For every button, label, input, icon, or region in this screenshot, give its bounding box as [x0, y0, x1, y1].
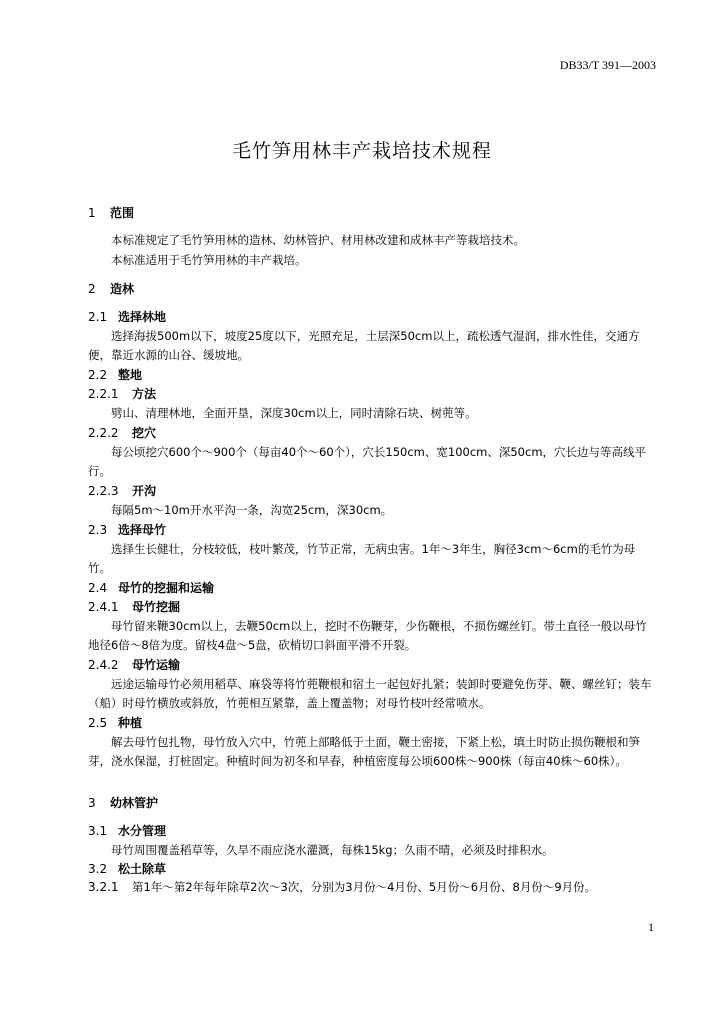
section-number: 3.2: [88, 862, 108, 876]
section-number: 2.2.3: [88, 484, 119, 498]
document-title: 毛竹笋用林丰产栽培技术规程: [231, 140, 492, 162]
section-heading: [88, 281, 656, 297]
section-title: 母竹的挖掘和运输: [118, 581, 215, 595]
section-heading: [88, 599, 656, 615]
section-title: 整地: [118, 368, 143, 382]
paragraph: 本标准适用于毛竹笋用林的丰产栽培。: [111, 253, 307, 267]
section-heading: [88, 367, 656, 383]
paragraph: 每隔5m～10m开水平沟一条，沟宽25cm，深30cm。: [111, 503, 393, 517]
section-number: 2.5: [88, 716, 108, 730]
section-number: 2.4: [88, 581, 108, 595]
page-number: 1: [648, 920, 654, 934]
section-heading: [88, 879, 656, 895]
section-title: 种植: [118, 716, 143, 730]
paragraph: 远途运输母竹必须用稻草、麻袋等将竹蔸鞭根和宿土一起包好扎紧；装卸时要避免伤芽、鞭、螺丝钉；装车（船）时母竹横放或斜放，竹蔸相互紧靠，盖上覆盖物；对母竹枝叶经常喷水。: [88, 677, 652, 710]
section-title: 挖穴: [132, 426, 157, 440]
section-number: 2.1: [88, 310, 108, 324]
section-heading: [88, 522, 656, 538]
section-heading: [88, 309, 656, 325]
section-heading: [88, 657, 656, 673]
section-title: 母竹挖掘: [132, 600, 181, 614]
paragraph: 母竹周围覆盖稻草等，久旱不雨应浇水灌溉，每株15kg；久雨不晴，必须及时排积水。: [111, 843, 554, 857]
section-number: 2.2: [88, 368, 108, 382]
paragraph: 解去母竹包扎物，母竹放入穴中，竹蔸上部略低于土面，鞭土密接，下紧上松，填土时防止损伤鞭根和笋芽，浇水保湿，打桩固定。种植时间为初冬和早春，种植密度每公顷600株～900株（每亩40株～60株）。: [88, 735, 640, 768]
section-heading: [88, 425, 656, 441]
section-heading: [88, 795, 656, 811]
section-number: 3.1: [88, 824, 108, 838]
section-title: 选择母竹: [118, 523, 167, 537]
section-heading: [88, 386, 656, 402]
section-title: 幼林管护: [110, 796, 159, 810]
section-number: 2.4.2: [88, 658, 119, 672]
section-number: 2: [88, 282, 96, 296]
section-title: 选择林地: [118, 310, 167, 324]
section-title: 水分管理: [118, 824, 167, 838]
section-heading: [88, 580, 656, 596]
section-title: 松土除草: [118, 862, 167, 876]
section-heading: [88, 483, 656, 499]
section-title: 开沟: [132, 484, 157, 498]
section-title: 母竹运输: [132, 658, 181, 672]
section-title: 造林: [110, 282, 135, 296]
paragraph: 第1年～第2年每年除草2次～3次，分别为3月份～4月份、5月份～6月份、8月份～9月份。: [132, 880, 597, 894]
section-number: 1: [88, 206, 96, 220]
standard-code: DB33/T 391—2003: [559, 58, 656, 72]
section-number: 2.2.2: [88, 426, 119, 440]
section-heading: [88, 205, 656, 221]
section-heading: [88, 823, 656, 839]
section-title: 范围: [110, 206, 135, 220]
section-number: 2.4.1: [88, 600, 119, 614]
section-number: 2.3: [88, 523, 108, 537]
section-title: 方法: [132, 387, 157, 401]
section-heading: [88, 715, 656, 731]
paragraph: 每公顷挖穴600个～900个（每亩40个～60个），穴长150cm、宽100cm、深50cm，穴长边与等高线平行。: [88, 445, 647, 478]
paragraph: 本标准规定了毛竹笋用林的造林、幼林管护、材用林改建和成林丰产等栽培技术。: [111, 233, 525, 247]
section-number: 3.2.1: [88, 880, 119, 894]
paragraph: 劈山、清理林地，全面开垦，深度30cm以上，同时清除石块、树蔸等。: [111, 406, 477, 420]
paragraph: 母竹留来鞭30cm以上，去鞭50cm以上，挖时不伤鞭芽，少伤鞭根，不损伤螺丝钉。带土直径一般以母竹地径6倍～8倍为度。留枝4盘～5盘，砍梢切口斜面平滑不开裂。: [88, 619, 647, 652]
paragraph: 选择生长健壮，分枝较低，枝叶繁茂，竹节正常，无病虫害。1年～3年生，胸径3cm～6cm的毛竹为母竹。: [88, 542, 636, 575]
section-number: 3: [88, 796, 96, 810]
section-number: 2.2.1: [88, 387, 119, 401]
section-heading: [88, 861, 656, 877]
paragraph: 选择海拔500m以下，坡度25度以下，光照充足，土层深50cm以上，疏松透气湿润，排水性佳，交通方便，靠近水源的山谷、缓坡地。: [88, 329, 640, 362]
